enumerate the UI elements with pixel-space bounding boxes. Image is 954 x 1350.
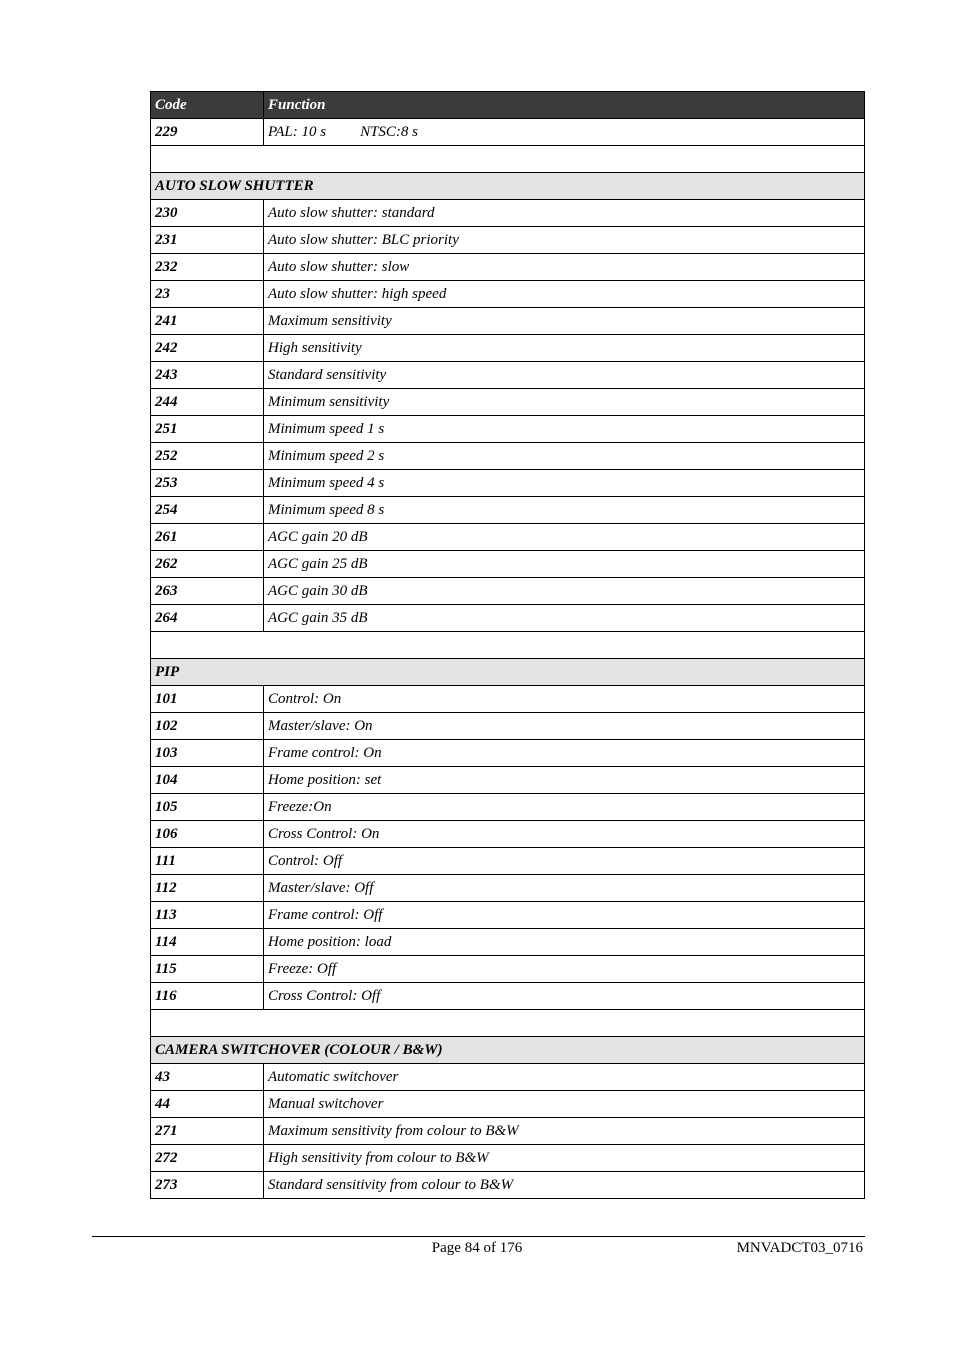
row-code: 241 <box>151 308 264 335</box>
row-code: 23 <box>151 281 264 308</box>
row-function: Manual switchover <box>264 1091 865 1118</box>
table-row <box>151 713 865 740</box>
table-row <box>151 443 865 470</box>
row-function: Minimum sensitivity <box>264 389 865 416</box>
table-row <box>151 470 865 497</box>
row-function: Minimum speed 1 s <box>264 416 865 443</box>
row-function: Standard sensitivity <box>264 362 865 389</box>
header-code: Code <box>151 92 264 119</box>
row-code: 101 <box>151 686 264 713</box>
row-code: 44 <box>151 1091 264 1118</box>
table-row <box>151 1091 865 1118</box>
row-code: 242 <box>151 335 264 362</box>
row-function: Frame control: Off <box>264 902 865 929</box>
table-row <box>151 740 865 767</box>
table-body <box>151 119 865 1199</box>
row-function: AGC gain 35 dB <box>264 605 865 632</box>
table-row <box>151 1118 865 1145</box>
row-function: Freeze: Off <box>264 956 865 983</box>
row-function: Maximum sensitivity from colour to B&W <box>264 1118 865 1145</box>
row-code: 254 <box>151 497 264 524</box>
row-code: 105 <box>151 794 264 821</box>
table-row <box>151 605 865 632</box>
row-code: 244 <box>151 389 264 416</box>
table-row <box>151 362 865 389</box>
row-code: 253 <box>151 470 264 497</box>
table-row <box>151 1064 865 1091</box>
row-code: 43 <box>151 1064 264 1091</box>
row-code: 272 <box>151 1145 264 1172</box>
row-code: 252 <box>151 443 264 470</box>
row-code: 104 <box>151 767 264 794</box>
table-row <box>151 767 865 794</box>
row-code: 113 <box>151 902 264 929</box>
table-header-row <box>151 92 865 119</box>
blank-cell <box>151 632 865 659</box>
table-row <box>151 686 865 713</box>
row-function: Auto slow shutter: slow <box>264 254 865 281</box>
row-function: Cross Control: On <box>264 821 865 848</box>
row-function: Control: On <box>264 686 865 713</box>
row-function: Control: Off <box>264 848 865 875</box>
table-row <box>151 308 865 335</box>
row-function: AGC gain 25 dB <box>264 551 865 578</box>
row-function: Cross Control: Off <box>264 983 865 1010</box>
table-row <box>151 578 865 605</box>
table-row <box>151 1145 865 1172</box>
row-code: 115 <box>151 956 264 983</box>
row-function: Frame control: On <box>264 740 865 767</box>
table-row <box>151 227 865 254</box>
row-function: High sensitivity <box>264 335 865 362</box>
row-code: 102 <box>151 713 264 740</box>
row-code: 230 <box>151 200 264 227</box>
row-code: 106 <box>151 821 264 848</box>
header-function: Function <box>264 92 865 119</box>
table-row <box>151 524 865 551</box>
row-function: AGC gain 30 dB <box>264 578 865 605</box>
table-row <box>151 821 865 848</box>
blank-row <box>151 1010 865 1037</box>
row-code: 263 <box>151 578 264 605</box>
row-function: Master/slave: On <box>264 713 865 740</box>
section-title: CAMERA SWITCHOVER (COLOUR / B&W) <box>151 1037 865 1064</box>
ntsc-value: NTSC:8 s <box>360 123 419 140</box>
table-row <box>151 929 865 956</box>
row-code: 261 <box>151 524 264 551</box>
page-number: Page 84 of 176 <box>431 1240 523 1256</box>
document-id: MNVADCT03_0716 <box>736 1240 863 1256</box>
row-function: Auto slow shutter: high speed <box>264 281 865 308</box>
row-function: Automatic switchover <box>264 1064 865 1091</box>
row-function: Standard sensitivity from colour to B&W <box>264 1172 865 1199</box>
row-function: Minimum speed 8 s <box>264 497 865 524</box>
row-code: 271 <box>151 1118 264 1145</box>
row-code: 262 <box>151 551 264 578</box>
table-row <box>151 254 865 281</box>
row-function: Master/slave: Off <box>264 875 865 902</box>
table-row <box>151 200 865 227</box>
table-row <box>151 281 865 308</box>
row-function: Home position: load <box>264 929 865 956</box>
table-row <box>151 335 865 362</box>
table-row <box>151 848 865 875</box>
table-row <box>151 497 865 524</box>
section-title: PIP <box>151 659 865 686</box>
blank-row <box>151 146 865 173</box>
row-function: Maximum sensitivity <box>264 308 865 335</box>
table-row <box>151 956 865 983</box>
section-header-row <box>151 1037 865 1064</box>
row-code: 273 <box>151 1172 264 1199</box>
row-code: 231 <box>151 227 264 254</box>
row-function: Home position: set <box>264 767 865 794</box>
table-row <box>151 119 865 146</box>
table-row <box>151 794 865 821</box>
row-function: Minimum speed 2 s <box>264 443 865 470</box>
row-code: 116 <box>151 983 264 1010</box>
table-row <box>151 551 865 578</box>
pal-value: PAL: 10 s <box>268 123 327 140</box>
row-code: 251 <box>151 416 264 443</box>
section-title: AUTO SLOW SHUTTER <box>151 173 865 200</box>
section-header-row <box>151 173 865 200</box>
row-function: Auto slow shutter: standard <box>264 200 865 227</box>
row-code: 264 <box>151 605 264 632</box>
row-function: High sensitivity from colour to B&W <box>264 1145 865 1172</box>
footer-divider <box>92 1236 865 1237</box>
row-code: 229 <box>151 119 264 146</box>
table-row <box>151 875 865 902</box>
table-row <box>151 416 865 443</box>
table-row <box>151 902 865 929</box>
row-code: 114 <box>151 929 264 956</box>
table-row <box>151 983 865 1010</box>
row-code: 232 <box>151 254 264 281</box>
row-function: Minimum speed 4 s <box>264 470 865 497</box>
blank-cell <box>151 146 865 173</box>
row-function: Freeze:On <box>264 794 865 821</box>
row-function: AGC gain 20 dB <box>264 524 865 551</box>
row-function: Auto slow shutter: BLC priority <box>264 227 865 254</box>
blank-row <box>151 632 865 659</box>
row-code: 112 <box>151 875 264 902</box>
row-code: 111 <box>151 848 264 875</box>
code-function-table <box>150 91 865 1199</box>
row-code: 243 <box>151 362 264 389</box>
row-function <box>264 119 865 146</box>
table-row <box>151 389 865 416</box>
section-header-row <box>151 659 865 686</box>
table-row <box>151 1172 865 1199</box>
blank-cell <box>151 1010 865 1037</box>
row-code: 103 <box>151 740 264 767</box>
